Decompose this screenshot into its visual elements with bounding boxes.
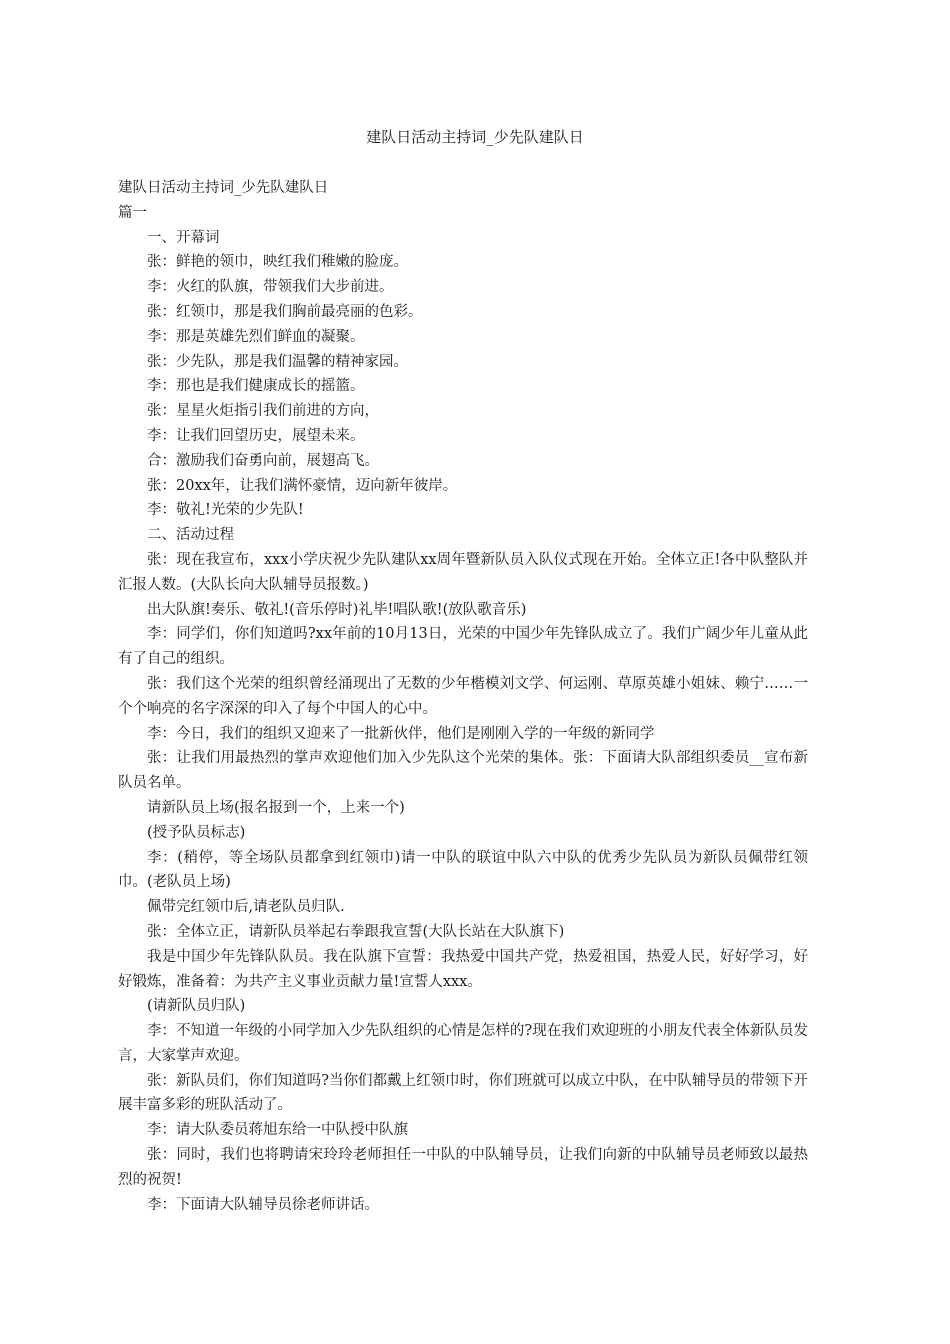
- paragraph: 张：同时，我们也将聘请宋玲玲老师担任一中队的中队辅导员，让我们向新的中队辅导员老师致以最热烈的祝贺!: [118, 1147, 808, 1188]
- paragraph: 张：让我们用最热烈的掌声欢迎他们加入少先队这个光荣的集体。张：下面请大队部组织委员__宣布新队员名单。: [118, 750, 808, 792]
- paragraph: 李：不知道一年级的小同学加入少先队组织的心情是怎样的?现在我们欢迎班的小朋友代表全体新队员发言，大家掌声欢迎。: [118, 1023, 808, 1064]
- paragraph: 李：同学们，你们知道吗?xx年前的10月13日，光荣的中国少年先锋队成立了。我们广阔少年儿童从此有了自己的组织。: [118, 626, 808, 668]
- paragraph: 李：请大队委员蒋旭东给一中队授中队旗: [147, 1122, 408, 1139]
- paragraph: 合：激励我们奋勇向前，展翅高飞。: [147, 452, 379, 469]
- document-title: 建队日活动主持词_少先队建队日: [366, 128, 584, 146]
- paragraph: 我是中国少年先锋队队员。我在队旗下宣誓：我热爱中国共产党，热爱祖国，热爱人民，好好学习，好好锻炼，准备着：为共产主义事业贡献力量!宣誓人xxx。: [118, 948, 808, 990]
- paragraph: 李：今日，我们的组织又迎来了一批新伙伴，他们是刚刚入学的一年级的新同学: [147, 725, 655, 742]
- paragraph: 张：少先队，那是我们温馨的精神家园。: [147, 353, 408, 370]
- paragraph: 建队日活动主持词_少先队建队日: [118, 180, 329, 196]
- paragraph: (请新队员归队): [147, 998, 246, 1015]
- paragraph: 张：新队员们，你们知道吗?当你们都戴上红领巾时，你们班就可以成立中队，在中队辅导员的带领下开展丰富多彩的班队活动了。: [118, 1072, 808, 1114]
- paragraph: 张：全体立正，请新队员举起右拳跟我宣誓(大队长站在大队旗下): [147, 923, 565, 940]
- document-body: [118, 176, 808, 1217]
- paragraph: 李：那是英雄先烈们鲜血的凝聚。: [147, 328, 365, 345]
- paragraph: 篇一: [118, 204, 147, 221]
- paragraph: 李：那也是我们健康成长的摇篮。: [147, 378, 365, 395]
- paragraph: 李：下面请大队辅导员徐老师讲话。: [147, 1196, 379, 1213]
- paragraph: 张：鲜艳的领巾，映红我们稚嫩的脸庞。: [147, 254, 408, 271]
- paragraph: 李：(稍停，等全场队员都拿到红领巾)请一中队的联谊中队六中队的优秀少先队员为新队员佩带红领巾。(老队员上场): [118, 849, 808, 891]
- paragraph: 张：现在我宣布，xxx小学庆祝少先队建队xx周年暨新队员入队仪式现在开始。全体立正!各中队整队并汇报人数。(大队长向大队辅导员报数。): [118, 551, 808, 593]
- paragraph: 李：敬礼!光荣的少先队!: [147, 502, 304, 519]
- paragraph: 请新队员上场(报名报到一个，上来一个): [147, 799, 405, 816]
- paragraph: 李：火红的队旗，带领我们大步前进。: [147, 279, 394, 296]
- paragraph: 张：我们这个光荣的组织曾经涌现出了无数的少年楷模刘文学、何运刚、草原英雄小姐妹、赖宁……一个个响亮的名字深深的印入了每个中国人的心中。: [118, 675, 808, 717]
- paragraph: 张：20xx年，让我们满怀豪情，迈向新年彼岸。: [147, 477, 458, 494]
- paragraph: (授予队员标志): [147, 824, 246, 841]
- paragraph: 李：让我们回望历史，展望未来。: [147, 427, 365, 444]
- paragraph: 一、开幕词: [147, 229, 220, 246]
- paragraph: 张：红领巾，那是我们胸前最亮丽的色彩。: [147, 303, 423, 320]
- paragraph: 二、活动过程: [147, 527, 234, 544]
- paragraph: 张：星星火炬指引我们前进的方向，: [147, 403, 379, 420]
- paragraph: 出大队旗!奏乐、敬礼!(音乐停时)礼毕!唱队歌!(放队歌音乐): [147, 601, 527, 618]
- paragraph: 佩带完红领巾后,请老队员归队.: [147, 899, 345, 916]
